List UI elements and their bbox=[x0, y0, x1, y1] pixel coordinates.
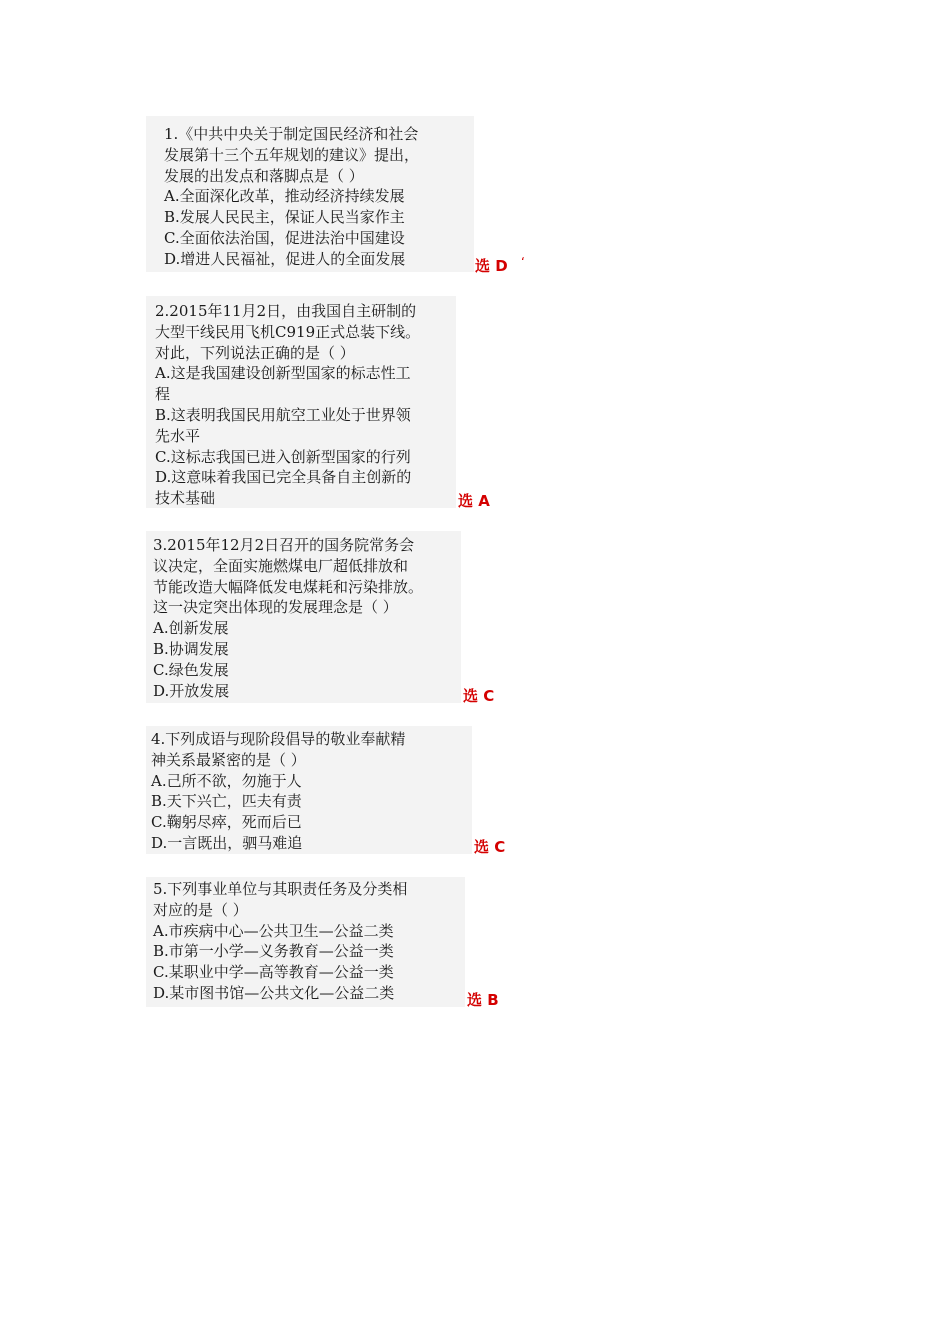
question-2-image bbox=[146, 296, 456, 508]
question-4-image bbox=[146, 726, 472, 854]
question-3-stem: 节能改造大幅降低发电煤耗和污染排放。 bbox=[153, 577, 424, 596]
question-4-option-c: C.鞠躬尽瘁，死而后已 bbox=[151, 813, 302, 832]
question-1-answer: 选 D bbox=[475, 257, 508, 275]
question-2-option-a: A.这是我国建设创新型国家的标志性工 bbox=[155, 364, 411, 383]
question-2-option-d: 技术基础 bbox=[155, 489, 216, 508]
question-1-option-d: D.增进人民福祉，促进人的全面发展 bbox=[164, 249, 406, 268]
question-2-answer: 选 A bbox=[458, 492, 490, 510]
question-3-option-a: A.创新发展 bbox=[153, 619, 229, 638]
question-3-stem: 这一决定突出体现的发展理念是（ ） bbox=[153, 598, 398, 617]
question-3-answer: 选 C bbox=[463, 687, 495, 705]
question-4-option-a: A.己所不欲，勿施于人 bbox=[151, 771, 302, 790]
question-1-stem: 发展的出发点和落脚点是（ ） bbox=[164, 166, 364, 185]
question-3-stem: 3.2015年12月2日召开的国务院常务会 bbox=[153, 536, 415, 554]
question-3-stem: 议决定，全面实施燃煤电厂超低排放和 bbox=[153, 556, 409, 575]
question-5-answer: 选 B bbox=[467, 991, 499, 1009]
question-2-option-b: 先水平 bbox=[155, 426, 201, 445]
question-2-option-a: 程 bbox=[155, 385, 171, 404]
question-3-option-d: D.开放发展 bbox=[153, 681, 230, 700]
question-2-stem: 大型干线民用飞机C919正式总装下线。 bbox=[155, 322, 421, 341]
question-5-stem: 5.下列事业单位与其职责任务及分类相 bbox=[153, 880, 408, 898]
question-5-option-d: D.某市图书馆—公共文化—公益二类 bbox=[153, 983, 395, 1002]
question-1-stem: 1.《中共中央关于制定国民经济和社会 bbox=[164, 125, 419, 143]
question-1-option-a: A.全面深化改革，推动经济持续发展 bbox=[164, 187, 405, 206]
question-1-stem: 发展第十三个五年规划的建议》提出， bbox=[164, 145, 420, 164]
question-5-option-a: A.市疾病中心—公共卫生—公益二类 bbox=[153, 921, 394, 940]
question-2-stem: 2.2015年11月2日，由我国自主研制的 bbox=[155, 302, 417, 320]
question-4-stem: 4.下列成语与现阶段倡导的敬业奉献精 bbox=[151, 730, 406, 748]
stray-mark: ‘ bbox=[521, 255, 525, 269]
question-4-answer: 选 C bbox=[474, 838, 506, 856]
question-5-stem: 对应的是（ ） bbox=[153, 900, 248, 919]
question-3-option-b: B.协调发展 bbox=[153, 639, 229, 658]
question-1-image bbox=[146, 116, 474, 272]
question-2-stem: 对此，下列说法正确的是（ ） bbox=[155, 343, 355, 362]
question-4-option-b: B.天下兴亡，匹夫有责 bbox=[151, 792, 302, 811]
question-3-option-c: C.绿色发展 bbox=[153, 660, 229, 679]
question-1-option-c: C.全面依法治国，促进法治中国建设 bbox=[164, 228, 405, 247]
question-5-image bbox=[146, 877, 465, 1007]
question-4-stem: 神关系最紧密的是（ ） bbox=[151, 750, 306, 769]
question-3-image bbox=[146, 531, 461, 703]
question-4-option-d: D.一言既出，驷马难追 bbox=[151, 833, 303, 852]
question-5-option-b: B.市第一小学—义务教育—公益一类 bbox=[153, 942, 394, 961]
question-1-option-b: B.发展人民民主，保证人民当家作主 bbox=[164, 208, 405, 227]
question-2-option-c: C.这标志我国已进入创新型国家的行列 bbox=[155, 447, 411, 466]
question-2-option-b: B.这表明我国民用航空工业处于世界领 bbox=[155, 405, 411, 424]
question-2-option-d: D.这意味着我国已完全具备自主创新的 bbox=[155, 468, 412, 487]
question-5-option-c: C.某职业中学—高等教育—公益一类 bbox=[153, 963, 394, 982]
